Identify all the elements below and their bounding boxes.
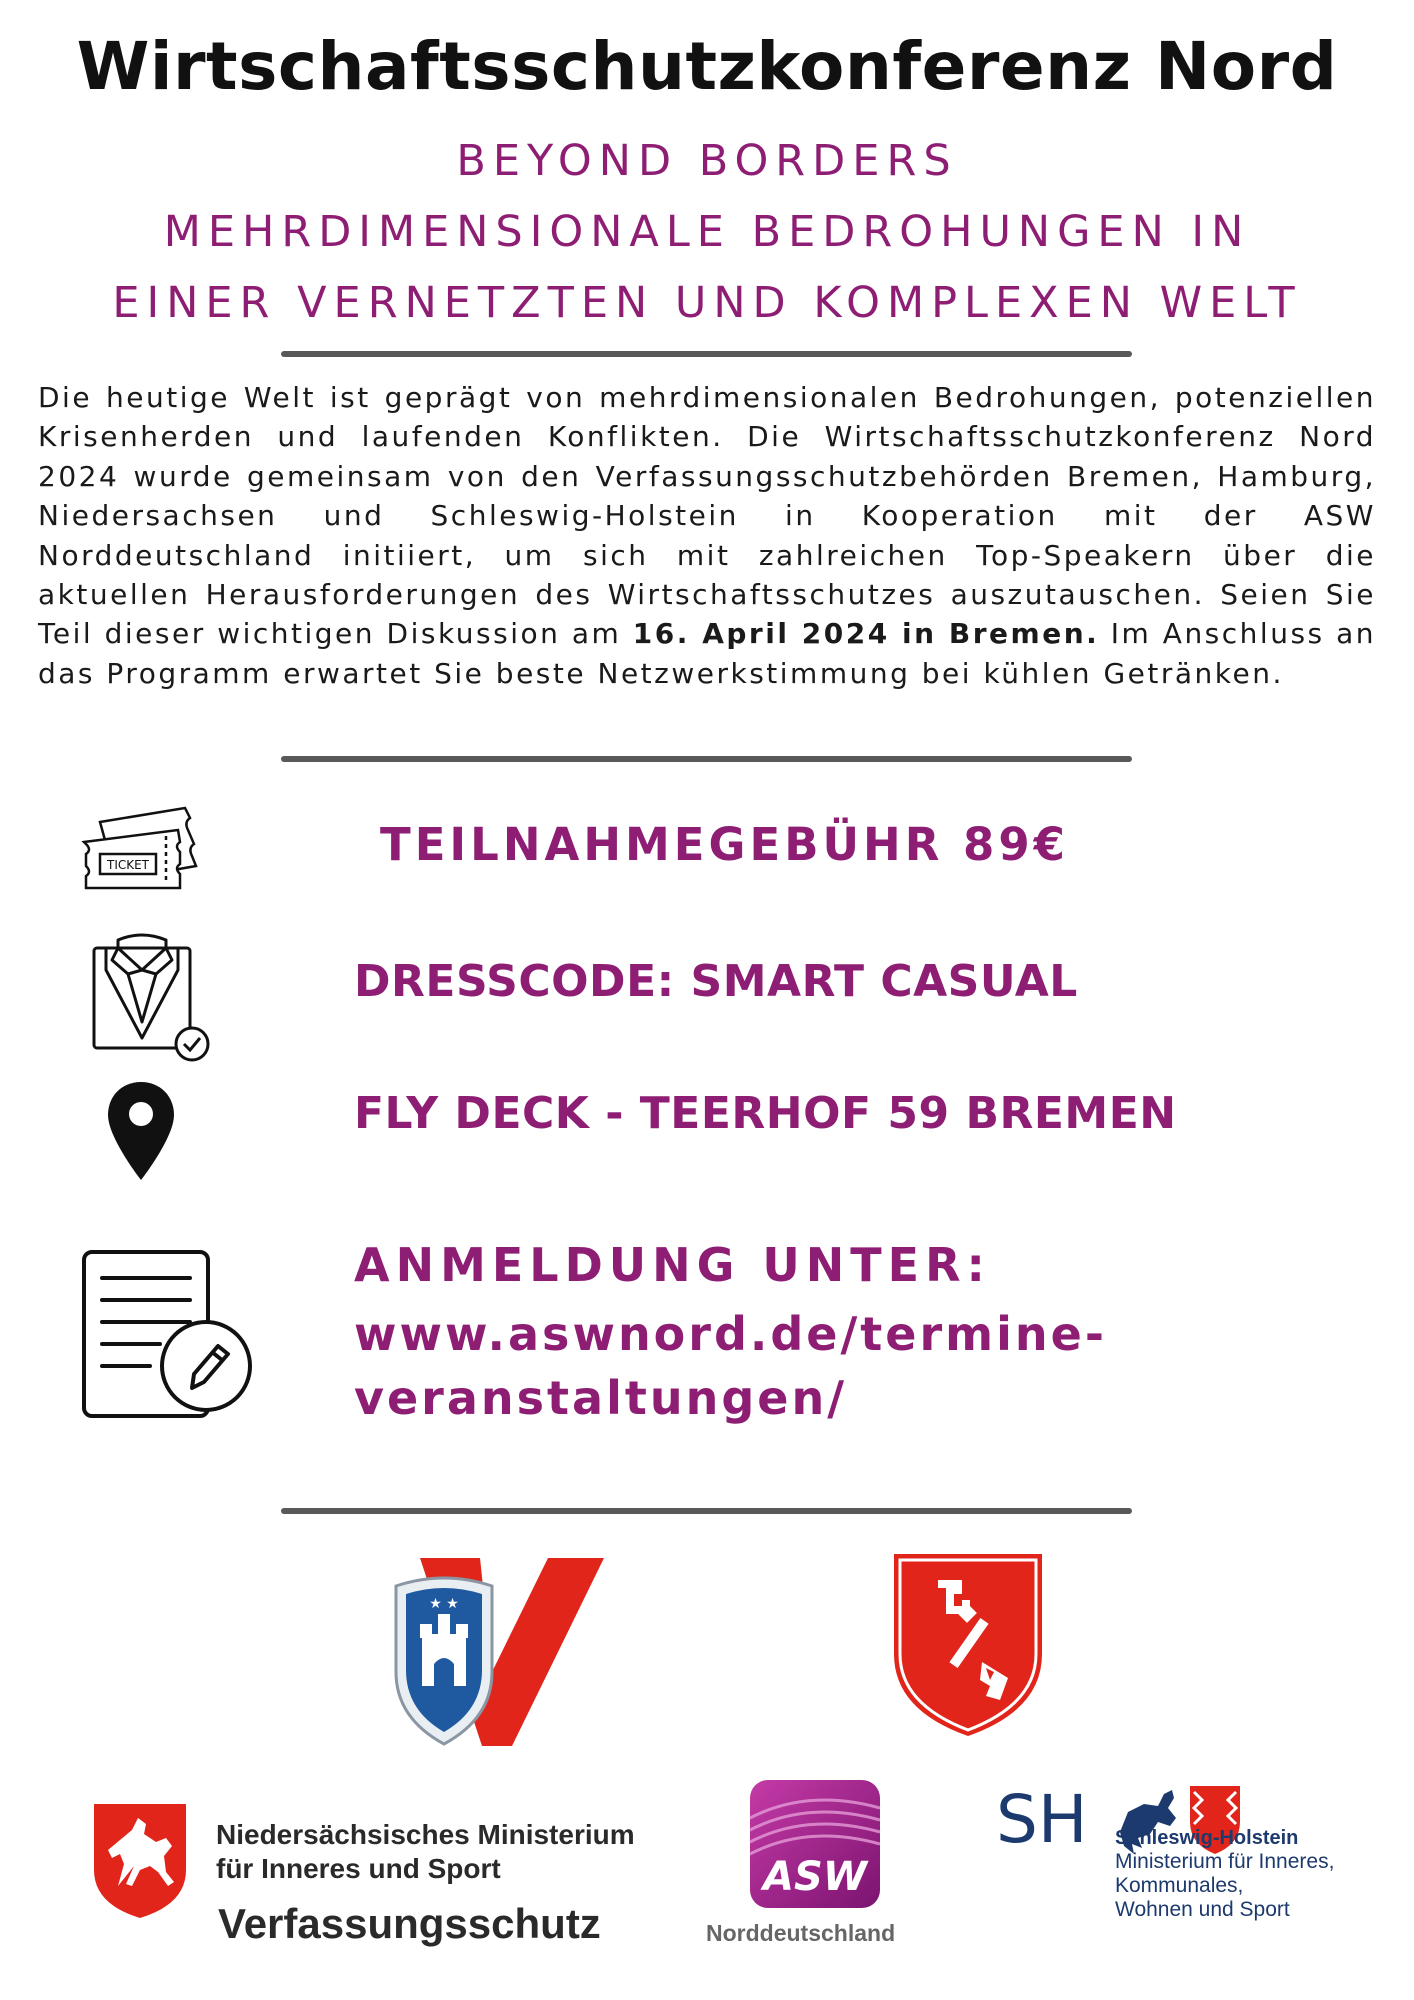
ministry-line-1: Niedersächsisches Ministerium (216, 1819, 635, 1850)
registration-link[interactable]: www.aswnord.de/termine-veranstaltungen/ (354, 1307, 1107, 1425)
divider (281, 756, 1132, 762)
ministry-line-2: für Inneres und Sport (216, 1853, 501, 1884)
sh-ministry-line-2: Kommunales, (1115, 1874, 1244, 1897)
dresscode: DRESSCODE: SMART CASUAL (354, 956, 1078, 1007)
hamburg-verfassungsschutz-logo (392, 1552, 604, 1748)
subtitle-line-1: BEYOND BORDERS (456, 136, 958, 186)
shirt-check-icon (88, 930, 212, 1064)
svg-text:★ ★: ★ ★ (429, 1596, 459, 1612)
asw-region-label: Norddeutschland (706, 1920, 896, 1946)
ticket-label: TICKET (106, 858, 150, 872)
sh-mark: SH (996, 1781, 1088, 1856)
registration-label: ANMELDUNG UNTER: (354, 1238, 991, 1292)
divider (281, 1508, 1132, 1514)
document-edit-icon (80, 1248, 256, 1424)
asw-logo (748, 1778, 882, 1910)
bremen-coat-of-arms (890, 1550, 1046, 1738)
asw-mark: ASW (763, 1854, 867, 1900)
page-title: Wirtschaftsschutzkonferenz Nord (76, 28, 1338, 105)
intro-text-end: Im Anschluss an das Programm erwartet Sie beste Netzwerkstimmung bei kühlen Getränken. (38, 617, 1377, 690)
subtitle-line-3: EINER VERNETZTEN UND KOMPLEXEN WELT (112, 278, 1302, 328)
event-date: 16. April 2024 in Bremen. (632, 617, 1100, 651)
sh-name: Schleswig-Holstein (1115, 1827, 1299, 1849)
niedersachsen-horse-shield (90, 1800, 190, 1920)
sh-ministry (1115, 1826, 1334, 1922)
divider (281, 351, 1132, 357)
ticket-icon (80, 800, 208, 896)
intro-paragraph (38, 378, 1376, 693)
verfassungsschutz-label: Verfassungsschutz (218, 1900, 601, 1947)
subtitle-line-2: MEHRDIMENSIONALE BEDROHUNGEN IN (163, 207, 1251, 257)
sh-ministry-line-3: Wohnen und Sport (1115, 1898, 1290, 1921)
location-pin-icon (106, 1080, 176, 1182)
niedersachsen-ministry (216, 1818, 635, 1886)
intro-text: Die heutige Welt ist geprägt von mehrdimensionalen Bedrohungen, potenziellen Krisenherden und laufenden Konflikten. Die Wirtschaftsschutzkonferenz Nord 2024 wurde gemeinsam von den Verfassungsschutzbehörden Bremen, Hamburg, Niedersachsen und Schleswig-Holstein in Kooperation mit der ASW Norddeutschland initiiert, um sich mit zahlreichen Top-Speakern über die aktuellen Herausforderungen des Wirtschaftsschutzes auszutauschen. Seien Sie Teil dieser wichtigen Diskussion am (38, 381, 1376, 651)
participation-fee: TEILNAHMEGEBÜHR 89€ (380, 818, 1069, 871)
sh-ministry-line-1: Ministerium für Inneres, (1115, 1850, 1335, 1873)
venue-address: FLY DECK - TEERHOF 59 BREMEN (354, 1088, 1177, 1139)
